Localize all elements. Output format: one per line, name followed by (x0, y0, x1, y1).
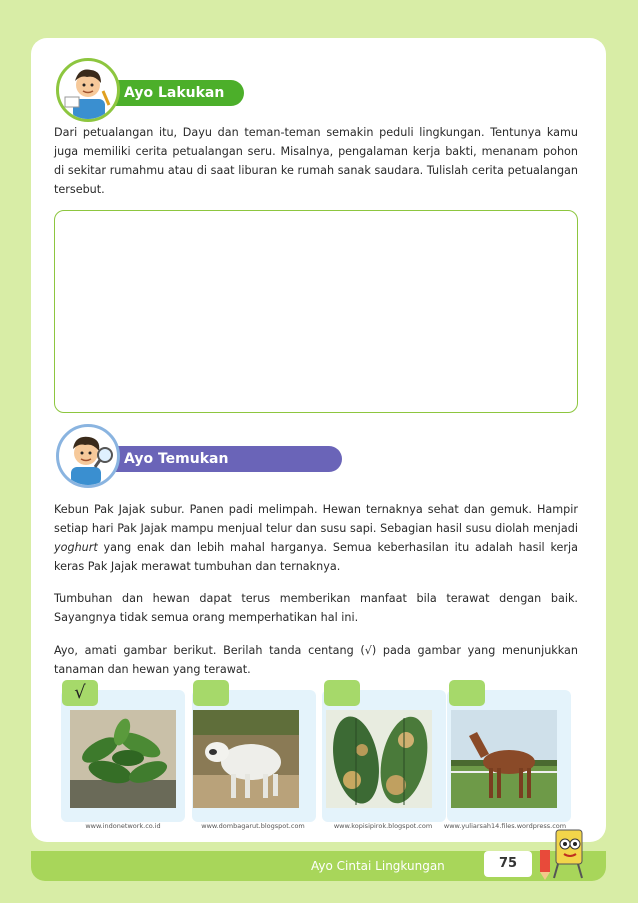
section2-paragraph-3: Ayo, amati gambar berikut. Berilah tanda centang (√) pada gambar yang menunjukkan tanaman dan hewan yang terawat. (54, 644, 578, 676)
section2-paragraph-1: Kebun Pak Jajak subur. Panen padi melimpah. Hewan ternaknya sehat dan gemuk. Hampir setiap hari Pak Jajak mampu menjual telur dan susu sapi. Sebagian hasil susu diolah menjadi yoghurt yang enak dan lebih mahal harganya. Semua keberhasilan itu adalah hasil kerja keras Pak Jajak merawat tumbuhan dan ternaknya. (54, 503, 578, 573)
badge-label: Ayo Temukan Jawabannya (124, 451, 229, 493)
photo-credit: www.kopisipirok.blogspot.com (333, 822, 433, 830)
section1-paragraph: Dari petualangan itu, Dayu dan teman-teman semakin peduli lingkungan. Tentunya kamu juga memiliki cerita petualangan seru. Misalnya, pengalaman kerja bakti, menanam pohon di sekitar rumahmu atau di saat liburan ke rumah sanak saudara. Tulislah cerita petualangan tersebut. (54, 126, 578, 196)
sheep-photo (193, 710, 299, 808)
check-box-plant[interactable]: √ (62, 680, 98, 706)
horse-photo (451, 710, 557, 808)
badge-label: Ayo Lakukan (124, 85, 225, 101)
photo-credit: www.indonetwork.co.id (85, 822, 161, 830)
check-box-leaves[interactable] (324, 680, 360, 706)
boy-writing-icon (56, 58, 120, 122)
section2-paragraph-2: Tumbuhan dan hewan dapat terus memberikan manfaat bila terawat dengan baik. Sayangnya tidak semua orang memperhatikan hal ini. (54, 592, 578, 624)
boy-magnifier-icon (56, 424, 120, 488)
photo-credit: www.yuliarsah14.files.wordpress.com (443, 822, 567, 830)
pencil-mascot-icon (534, 826, 592, 882)
diseased-leaves-photo (326, 710, 432, 808)
plant-photo (70, 710, 176, 808)
check-box-sheep[interactable] (193, 680, 229, 706)
footer-title: Ayo Cintai Lingkungan (311, 859, 445, 873)
answer-writing-box[interactable] (54, 210, 578, 413)
photo-credit: www.dombagarut.blogspot.com (201, 822, 305, 830)
page-number: 75 (484, 851, 532, 877)
check-box-horse[interactable] (449, 680, 485, 706)
